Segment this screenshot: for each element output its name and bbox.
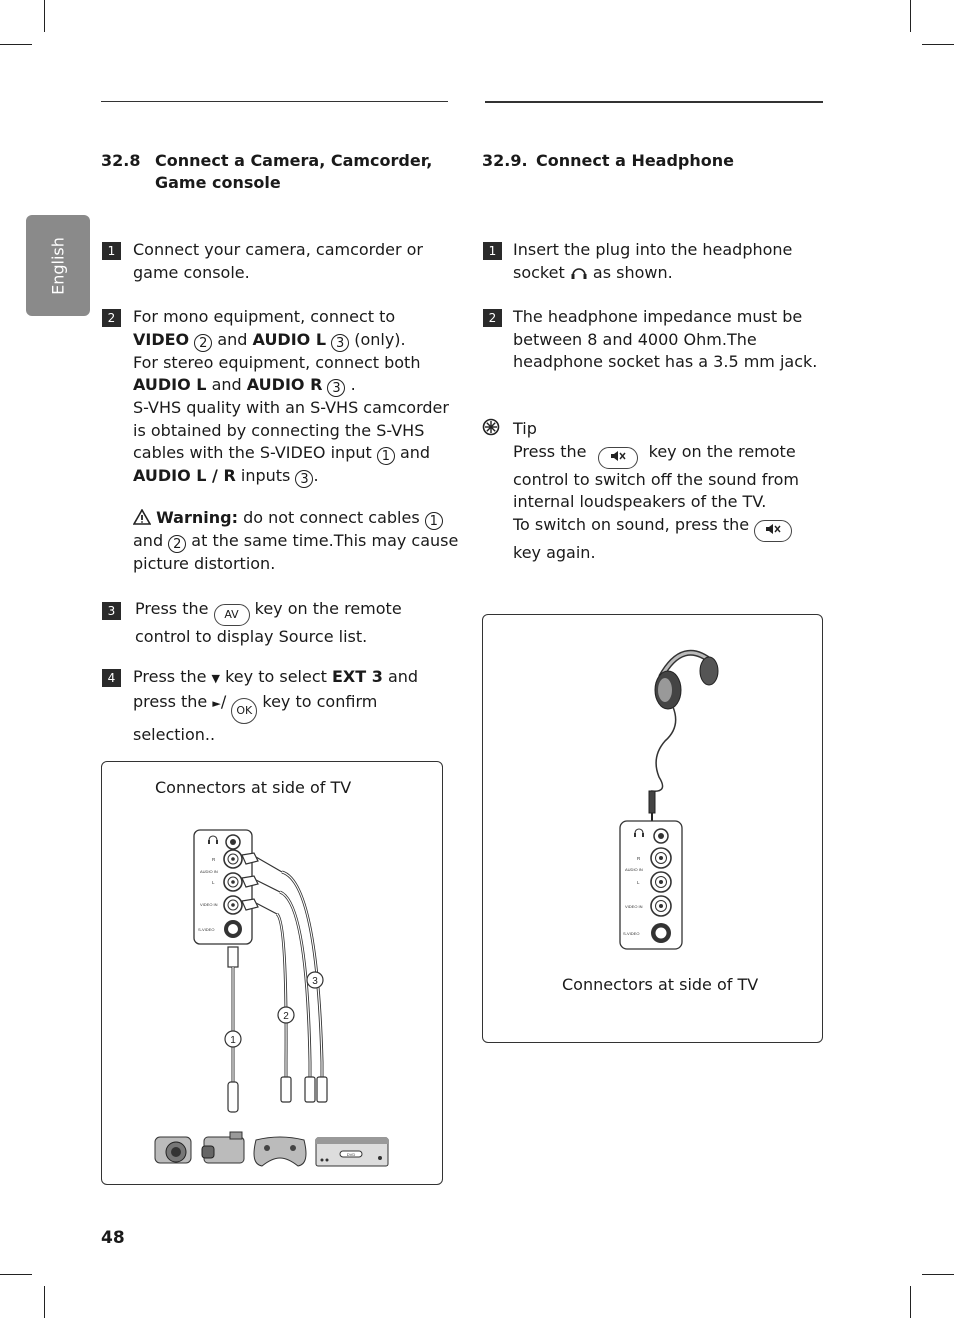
dvd-player-icon [316,1138,388,1166]
panel-label-video-in: VIDEO IN [625,904,643,909]
panel-label-svideo: S-VIDEO [623,931,640,936]
game-console-icon [254,1137,306,1166]
text: control to display Source list. [135,627,368,646]
text: and [399,443,431,462]
figure-caption: Connectors at side of TV [155,778,352,797]
text: key again. [513,542,596,562]
text: key to confirm [262,691,378,711]
text: and [211,375,242,394]
jack-plug [649,791,655,813]
camera-icon [155,1137,191,1163]
panel-label-l: L [637,880,640,885]
svideo-plug-bottom [228,1082,238,1112]
crop-mark [0,1274,32,1275]
step-number: 3 [102,602,121,620]
text: control to switch off the sound from [513,469,799,489]
text: and [133,531,164,550]
panel-label-r: R [212,857,216,862]
panel-label-l: L [212,880,215,885]
text: / [220,691,227,711]
page-number: 48 [101,1228,125,1248]
label-audio-l: AUDIO L [252,329,327,349]
text: key on the remote [648,441,796,461]
step-4-text [133,666,463,746]
figure-caption: Connectors at side of TV [562,975,759,994]
section-title-line2: Game console [155,173,281,192]
section-title-line1: Connect a Camera, Camcorder, [155,151,433,170]
step-1-text [513,239,833,284]
panel-label-r: R [637,856,641,861]
label-audio-l: AUDIO L [133,375,207,394]
text: key to select [225,667,327,686]
ok-key-icon: OK [231,698,257,724]
language-tab-label: English [48,236,68,295]
text: and [387,667,419,686]
callout-3: 3 [295,470,313,488]
step-3-text [135,598,455,649]
section-number: 32.9. [482,151,528,170]
connection-diagram [102,762,442,1184]
text: To switch on sound, press the [513,514,750,534]
callout-1: 1 [425,512,443,530]
headphone-icon [570,264,588,280]
av-key-icon: AV [214,604,250,626]
warning-text [133,507,463,576]
step-2-text [513,306,833,374]
callout-2: 2 [194,334,212,352]
step-1-text [133,239,453,284]
figure-headphone-connection [482,614,823,1043]
crop-mark [910,1286,911,1318]
text: For mono equipment, connect to [133,307,396,326]
language-tab [26,215,90,316]
text: S-VHS quality with an S-VHS camcorder [133,398,449,417]
text: (only). [354,329,406,349]
label-audio-r: AUDIO R [246,375,323,394]
section-heading-32-8 [101,150,451,194]
text: game console. [133,262,250,282]
text: is obtained by connecting the S-VHS [133,420,425,440]
text: do not connect cables [243,508,420,527]
section-number: 32.8 [101,151,141,170]
callout-3: 3 [331,334,349,352]
mute-key-icon [598,447,638,469]
step-number: 2 [102,309,121,327]
tip-icon [482,418,500,436]
text: headphone socket has a 3.5 mm jack. [513,352,818,371]
text: press the [133,691,208,711]
label-audio-lr: AUDIO L / R [133,466,236,485]
text: cables with the S-VIDEO input [133,443,372,462]
step-number: 4 [102,669,121,687]
callout-1: 1 [377,447,395,465]
crop-mark [910,0,911,32]
text: Press the [135,599,209,618]
camcorder-icon [202,1132,244,1163]
text: socket [513,262,565,282]
callout-3: 3 [327,379,345,397]
text: picture distortion. [133,554,276,573]
crop-mark [0,44,32,45]
dvd-label: DVD [346,1152,356,1157]
text: as shown. [592,262,673,282]
right-arrow-icon: ► [212,696,221,710]
mute-key-icon [754,520,792,542]
rca-plug-bottom-audio-l [305,1077,315,1102]
label-ext3: EXT 3 [331,667,383,686]
tip-text [513,418,833,564]
text: Press the [513,441,587,461]
rca-plug-bottom-video [281,1077,291,1102]
section-heading-32-9 [482,150,832,172]
label-video: VIDEO [133,329,190,349]
text: . [313,466,319,485]
panel-label-svideo: S-VIDEO [198,927,215,932]
cable-video [277,914,286,1077]
crop-mark [44,1286,45,1318]
panel-label-audio-in: AUDIO IN [200,869,218,874]
text: Press the [133,667,207,686]
tip-label: Tip [513,419,537,438]
header-rule-left [101,101,448,102]
step-number: 1 [102,242,121,260]
text: Insert the plug into the headphone [513,240,793,259]
figure-camera-connections [101,761,443,1185]
callout-3-label: 3 [312,976,318,987]
text: internal loudspeakers of the TV. [513,492,767,511]
text: Connect your camera, camcorder or [133,240,423,259]
text: at the same time.This may cause [191,531,459,550]
text: For stereo equipment, connect both [133,352,421,372]
callout-2: 2 [168,535,186,553]
header-rule-right [485,101,823,103]
text: selection.. [133,724,216,744]
down-arrow-icon: ▼ [211,672,221,685]
svideo-plug-top [228,947,238,967]
crop-mark [922,44,954,45]
text: and [217,329,248,349]
headphones-icon [655,653,718,709]
panel-label-video-in: VIDEO IN [200,902,218,907]
warning-icon [133,509,151,525]
step-number: 2 [483,309,502,327]
step-number: 1 [483,242,502,260]
callout-1-label: 1 [230,1035,236,1046]
warning-label: Warning: [156,508,238,527]
headphone-cable [651,707,676,791]
text: between 8 and 4000 Ohm.The [513,329,757,349]
panel-label-audio-in: AUDIO IN [625,867,643,872]
crop-mark [922,1274,954,1275]
step-2-text [133,306,463,488]
text: key on the remote [254,599,402,618]
text: inputs [240,466,291,485]
section-title: Connect a Headphone [536,151,735,170]
rca-plug-bottom-audio-r [317,1077,327,1102]
callout-2-label: 2 [283,1011,289,1022]
text: . [350,375,356,394]
text: The headphone impedance must be [513,307,803,326]
crop-mark [44,0,45,32]
